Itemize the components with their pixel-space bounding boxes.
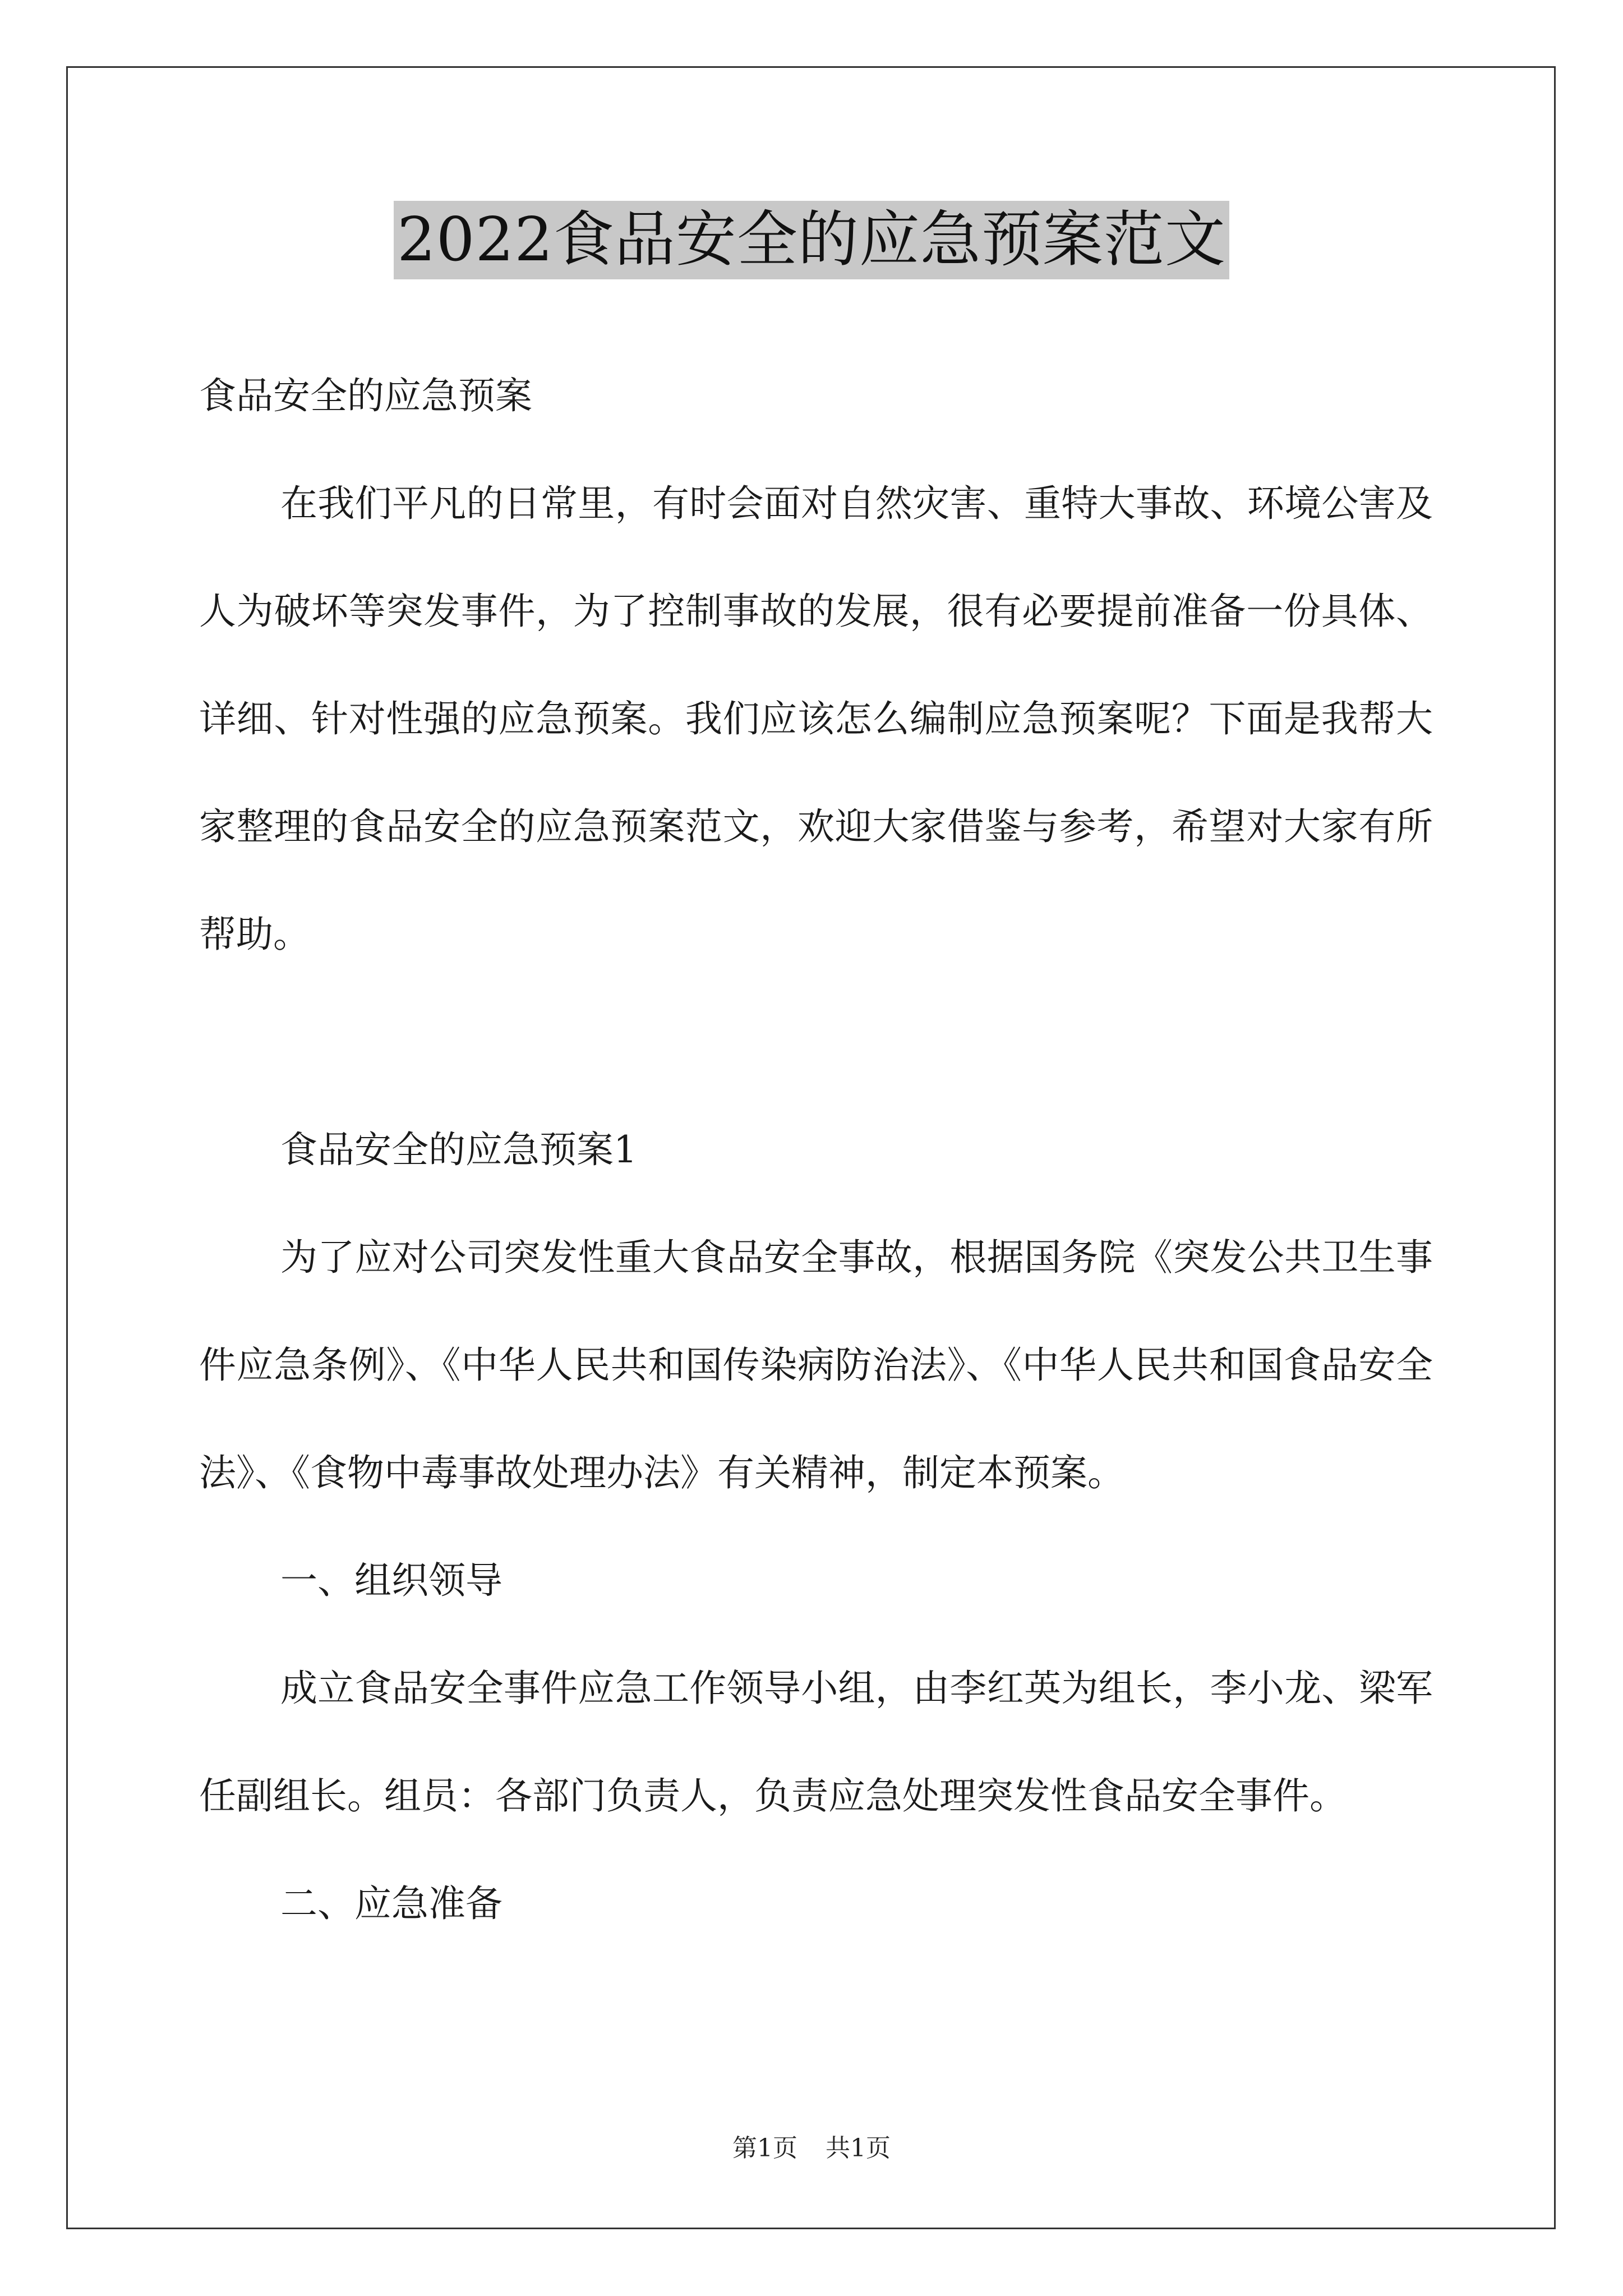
page-total: 共1页 bbox=[826, 2134, 891, 2162]
section-heading: 食品安全的应急预案1 bbox=[280, 1128, 637, 1171]
heading-organization: 一、组织领导 bbox=[280, 1559, 502, 1602]
page-footer bbox=[0, 2132, 1623, 2165]
title-container bbox=[0, 201, 1623, 279]
body-paragraph: 为了应对公司突发性重大食品安全事故，根据国务院《突发公共卫生事件应急条例》、《中华人民共和国传染病防治法》、《中华人民共和国食品安全法》、《食物中毒事故处理办法》有关精神，制定本预案。 bbox=[199, 1236, 1433, 1494]
paragraph-gap bbox=[199, 988, 1433, 1096]
page-number: 第1页 bbox=[732, 2134, 797, 2162]
body-paragraph: 成立食品安全事件应急工作领导小组，由李红英为组长，李小龙、梁军任副组长。组员：各部门负责人，负责应急处理突发性食品安全事件。 bbox=[199, 1667, 1433, 1818]
subtitle-paragraph: 食品安全的应急预案 bbox=[199, 374, 532, 417]
document-title: 2022食品安全的应急预案范文 bbox=[394, 201, 1229, 279]
intro-paragraph: 在我们平凡的日常里，有时会面对自然灾害、重特大事故、环境公害及人为破坏等突发事件，为了控制事故的发展，很有必要提前准备一份具体、详细、针对性强的应急预案。我们应该怎么编制应急预案呢？下面是我帮大家整理的食品安全的应急预案范文，欢迎大家借鉴与参考，希望对大家有所帮助。 bbox=[199, 482, 1433, 956]
heading-preparation: 二、应急准备 bbox=[280, 1882, 502, 1925]
document-body bbox=[199, 342, 1433, 1958]
